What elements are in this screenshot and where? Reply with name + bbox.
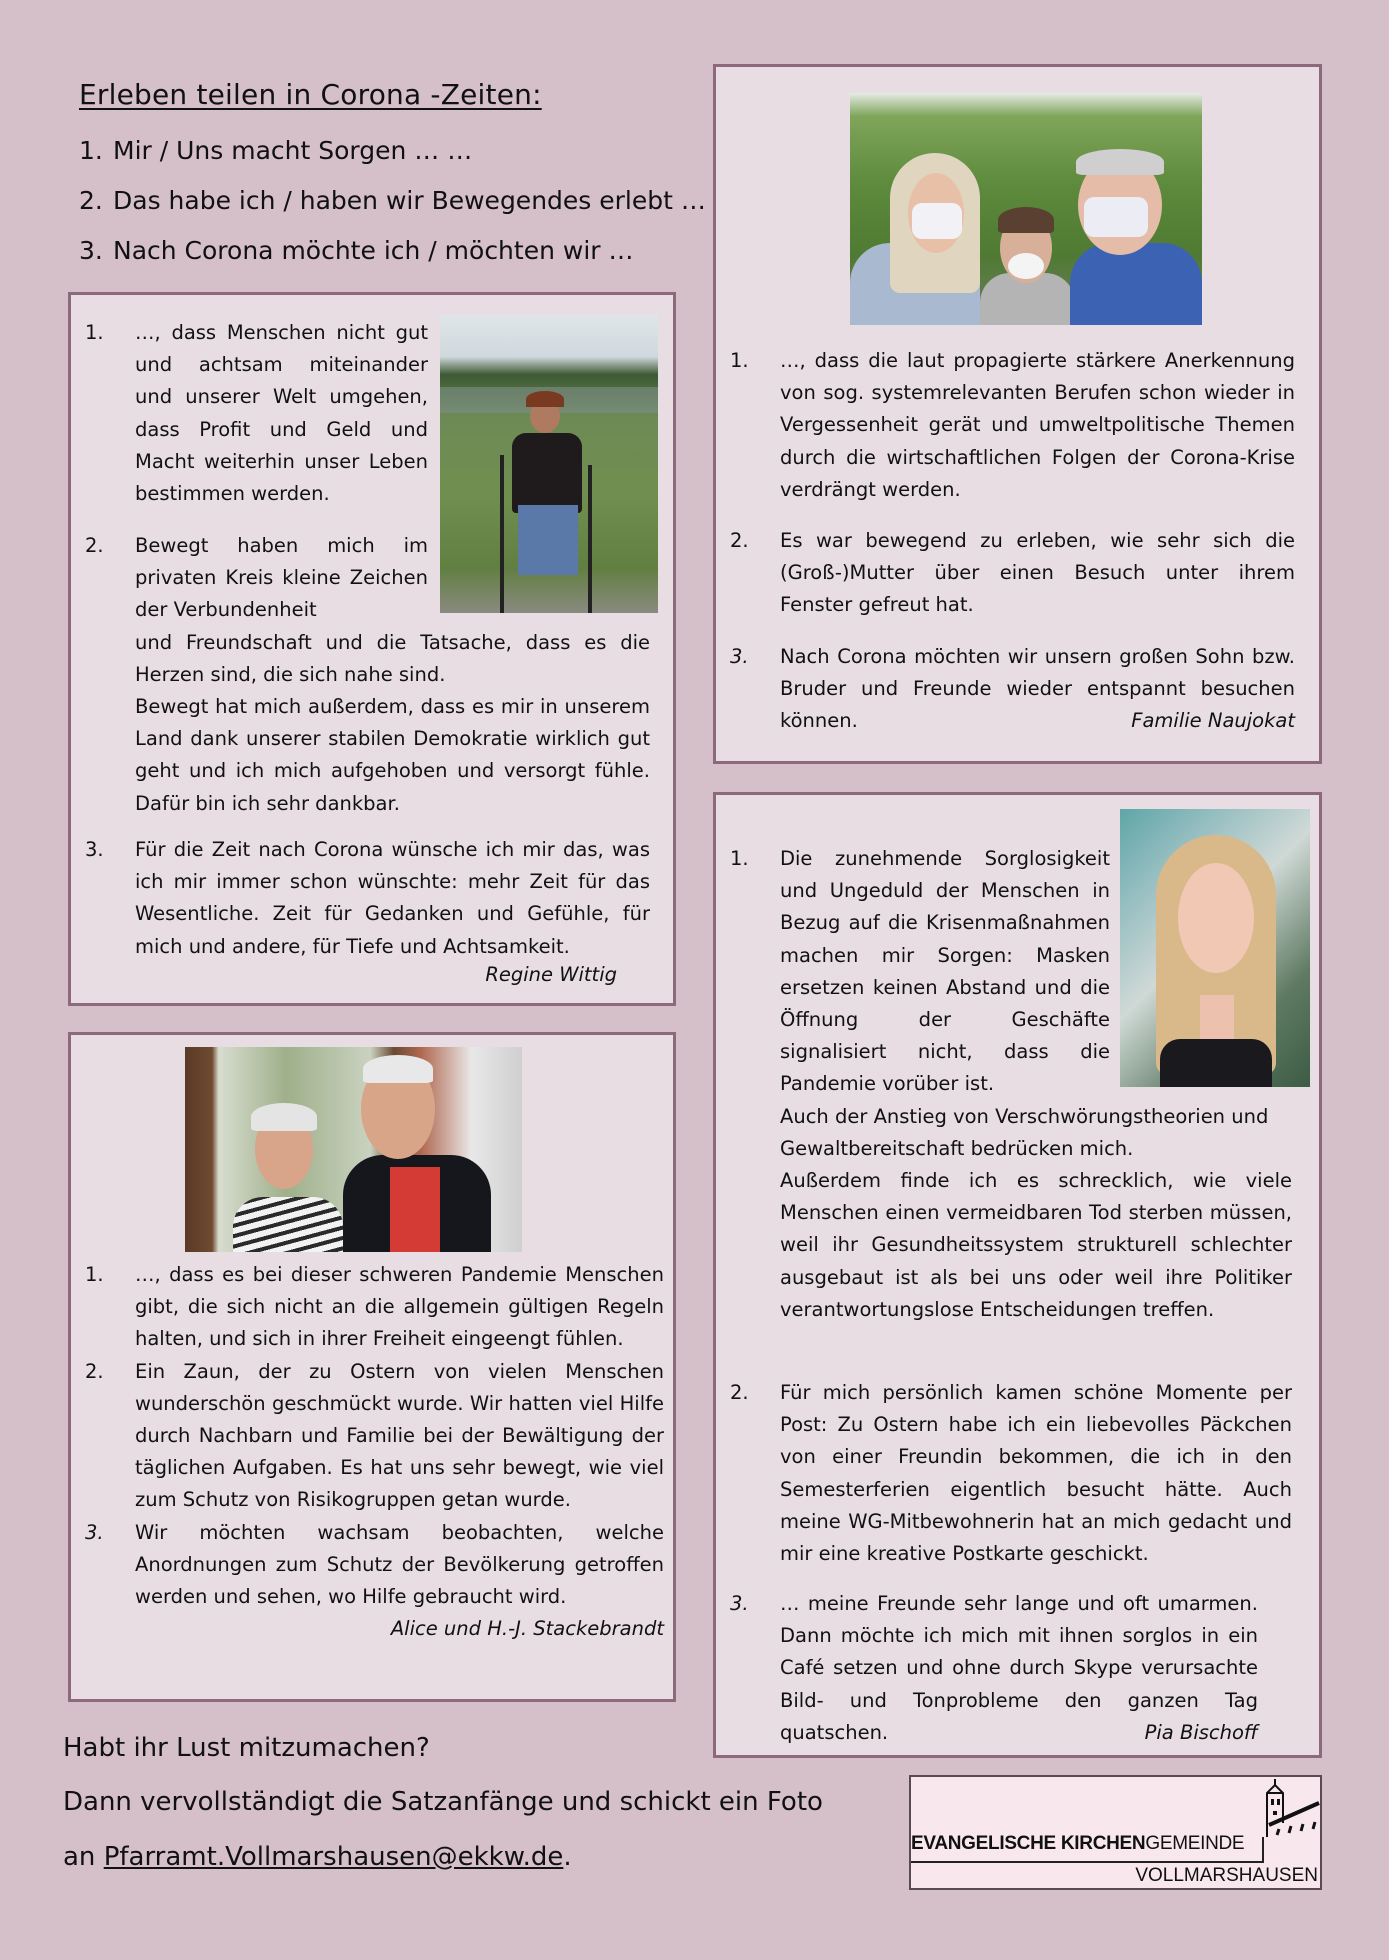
photo-familie-naujokat	[850, 93, 1202, 325]
item-number: 1.	[85, 321, 104, 344]
prompt-number: 1.	[79, 136, 103, 165]
email-link[interactable]: Pfarramt.Vollmarshausen@ekkw.de	[103, 1842, 564, 1872]
prompt-number: 3.	[79, 236, 103, 265]
list-item	[85, 1259, 664, 1356]
item-number: 1.	[730, 847, 749, 870]
list-item	[730, 525, 1295, 622]
item-text: Bewegt hat mich außerdem, dass es mir in unserem Land dank unserer stabilen Demokratie wirklich gut geht und ich mich aufgehoben und versorgt fühle. Dafür bin ich sehr dankbar.	[135, 695, 650, 815]
signature: Alice und H.-J. Stackebrandt	[390, 1617, 664, 1641]
item-number: 2.	[730, 529, 749, 553]
item-text: Außerdem finde ich es schrecklich, wie viele Menschen einen vermeidbaren Tod sterben müssen, weil ihr Gesundheitssystem strukturell schlechter ausgebaut ist als bei uns oder weil ihre Politiker verantwortungslose Entscheidungen treffen.	[780, 1169, 1292, 1321]
item-text: …, dass Menschen nicht gut und achtsam miteinander und unserer Welt umgehen, dass Profit und Geld und Macht weiterhin unser Leben bestimmen werden.	[135, 321, 428, 506]
item-number: 1.	[730, 349, 749, 372]
entry-box-wittig	[68, 292, 676, 1006]
prompt-text: Mir / Uns macht Sorgen … …	[113, 136, 473, 165]
prompt-2	[79, 186, 706, 215]
list-item	[730, 1588, 1258, 1749]
prompt-text: Nach Corona möchte ich / möchten wir …	[113, 236, 634, 265]
footer-contact-prefix: an	[63, 1842, 104, 1872]
item-number: 3.	[85, 1520, 104, 1544]
entry-box-stackebrandt	[68, 1032, 676, 1702]
page-title: Erleben teilen in Corona -Zeiten:	[79, 78, 542, 111]
item-text: Wir möchten wachsam beobachten, welche Anordnungen zum Schutz der Bevölkerung getroffen werden und sehen, wo Hilfe gebraucht wird.	[135, 1520, 664, 1609]
footer-contact-suffix: .	[563, 1842, 572, 1872]
item-number: 3.	[85, 838, 104, 861]
entry-box-bischoff	[713, 792, 1322, 1758]
item-text: Ein Zaun, der zu Ostern von vielen Menschen wunderschön geschmückt wurde. Wir hatten viel Hilfe durch Nachbarn und Familie bei der Bewältigung der täglichen Aufgaben. Es hat uns sehr bewegt, wie viel zum Schutz von Risikogruppen getan wurde.	[135, 1359, 664, 1512]
list-item	[85, 530, 650, 820]
prompt-1	[79, 136, 472, 165]
photo-stackebrandt	[185, 1047, 522, 1252]
item-number: 1.	[85, 1263, 104, 1286]
signature: Regine Wittig	[485, 963, 617, 986]
list-item	[85, 1356, 664, 1517]
church-icon	[1255, 1779, 1321, 1841]
prompt-3	[79, 236, 634, 265]
list-item	[85, 834, 650, 963]
item-text: und Freundschaft und die Tatsache, dass es die Herzen sind, die sich nahe sind.	[135, 630, 650, 686]
item-number: 3.	[730, 1592, 749, 1615]
prompt-text: Das habe ich / haben wir Bewegendes erlebt …	[113, 186, 706, 215]
list-item	[85, 317, 428, 510]
item-text: Nach Corona möchten wir unsern großen Sohn bzw. Bruder und Freunde wieder entspannt besuchen können.	[780, 644, 1295, 733]
item-text: Es war bewegend zu erleben, wie sehr sich die (Groß-)Mutter über einen Besuch unter ihrem Fenster gefreut hat.	[780, 529, 1295, 617]
logo-place: VOLLMARSHAUSEN	[1135, 1865, 1318, 1886]
item-text: Für die Zeit nach Corona wünsche ich mir das, was ich mir immer schon wünschte: mehr Zeit für das Wesentliche. Zeit für Gedanken und Gefühle, für mich und andere, für Tiefe und Achtsamkeit.	[135, 838, 650, 958]
item-number: 2.	[85, 1359, 104, 1383]
item-text: …, dass es bei dieser schweren Pandemie Menschen gibt, die sich nicht an die allgemein gültigen Regeln halten, und sich in ihrer Freiheit eingeengt fühlen.	[135, 1263, 664, 1351]
list-item	[85, 1517, 664, 1641]
logo-text	[911, 1833, 1244, 1855]
item-text: … meine Freunde sehr lange und oft umarmen. Dann möchte ich mich mit ihnen sorglos in ein Café setzen und ohne durch Skype verursachte Bild- und Tonprobleme den ganzen Tag quatschen.	[780, 1592, 1258, 1744]
list-item	[730, 1377, 1292, 1570]
list-item	[730, 641, 1295, 738]
item-number: 2.	[730, 1381, 749, 1404]
footer-question: Habt ihr Lust mitzumachen?	[63, 1733, 430, 1763]
footer-instruction: Dann vervollständigt die Satzanfänge und schickt ein Foto	[63, 1787, 823, 1817]
church-logo	[909, 1775, 1322, 1890]
item-text: Für mich persönlich kamen schöne Momente per Post: Zu Ostern habe ich ein liebevolles Päckchen von einer Freundin bekommen, die ich in den Semesterferien eigentlich besucht hätte. Auch meine WG-Mitbewohnerin hat an mich gedacht und mir eine kreative Postkarte geschickt.	[780, 1381, 1292, 1566]
signature: Familie Naujokat	[1131, 709, 1295, 733]
item-text: Bewegt haben mich im privaten Kreis kleine Zeichen der Verbundenheit	[135, 534, 428, 622]
footer-contact	[63, 1842, 572, 1872]
item-text: Die zunehmende Sorglosigkeit und Ungeduld der Menschen in Bezug auf die Krisenmaßnahmen machen mir Sorgen: Masken ersetzen keinen Abstand und die Öffnung der Geschäfte signalisiert nicht, dass die Pandemie vorüber ist.	[780, 847, 1110, 1096]
item-text: Auch der Anstieg von Verschwörungstheorien und Gewaltbereitschaft bedrücken mich.	[780, 1104, 1269, 1160]
list-item	[730, 345, 1295, 506]
prompt-number: 2.	[79, 186, 103, 215]
item-number: 2.	[85, 534, 104, 557]
logo-text-regular: GEMEINDE	[1145, 1833, 1245, 1854]
list-item	[730, 843, 1292, 1326]
item-text: …, dass die laut propagierte stärkere Anerkennung von sog. systemrelevanten Berufen schon wieder in Vergessenheit gerät und umweltpolitische Themen durch die wirtschaftlichen Folgen der Corona-Krise verdrängt werden.	[780, 349, 1295, 501]
item-number: 3.	[730, 644, 749, 668]
signature: Pia Bischoff	[1144, 1720, 1258, 1744]
logo-text-bold: EVANGELISCHE KIRCHEN	[911, 1833, 1146, 1854]
entry-box-naujokat	[713, 64, 1322, 764]
